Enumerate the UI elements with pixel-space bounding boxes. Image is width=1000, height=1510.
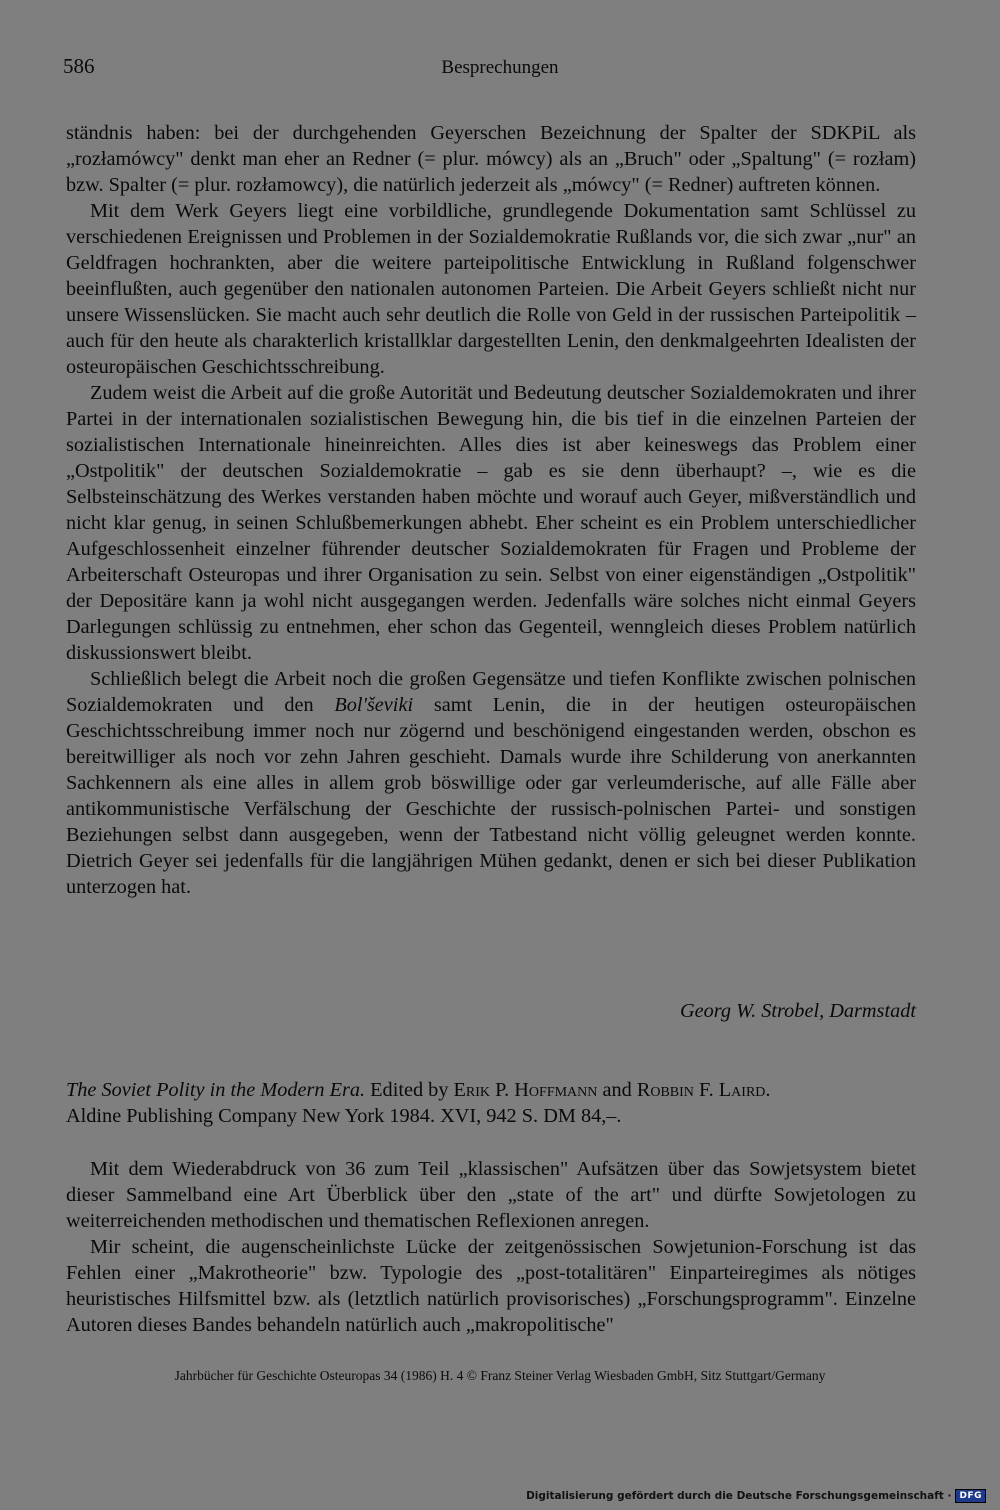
paragraph-text: Schließlich belegt die Arbeit noch die großen Gegensätze und tiefen Konflikte zwischen polnischen Sozialdemokraten und den	[66, 668, 916, 716]
paragraph: Mit dem Wiederabdruck von 36 zum Teil „klassischen" Aufsätzen über das Sowjetsystem bietet dieser Sammelband eine Art Überblick über den „state of the art" und dürfte Sowjetologen zu weiterreichenden methodischen und thematischen Reflexionen anregen.	[66, 1158, 916, 1232]
italic-term: Bol'ševiki	[334, 694, 414, 716]
dfg-logo-icon: DFG	[955, 1489, 986, 1503]
digitization-bar	[526, 1489, 986, 1503]
edited-by-text: Edited by	[365, 1079, 454, 1101]
paragraph: Zudem weist die Arbeit auf die große Autorität und Bedeutung deutscher Sozialdemokraten und ihrer Partei in der internationalen sozialistischen Bewegung hin, die bis tief in die einzelnen Parteien der sozialistischen Internationale hineinreichten. Alles dies ist aber keineswegs das Problem einer „Ostpolitik" der deutschen Sozialdemokratie – gab es sie denn überhaupt? –, wie es die Selbsteinschätzung des Werkes verstanden haben möchte und worauf auch Geyer, mißverständlich und nicht klar genug, in seinen Schlußbemerkungen abhebt. Eher scheint es ein Problem unterschiedlicher Aufgeschlossenheit einzelner führender deutscher Sozialdemokraten für Fragen und Probleme der Arbeiterschaft Osteuropas und ihrer Organisation zu sein. Selbst von einer eigenständigen „Ostpolitik" der Depositäre kann ja wohl nicht ausgegangen werden. Jedenfalls wäre solches nicht einmal Geyers Darlegungen schlüssig zu entnehmen, eher schon das Gegenteil, wenngleich dieses Problem natürlich diskussionswert bleibt.	[66, 382, 916, 664]
editor-name: Erik P. Hoffmann	[453, 1079, 598, 1101]
and-text: and	[597, 1079, 637, 1101]
editor-name: Robbin F. Laird.	[636, 1079, 771, 1101]
review-a-body	[66, 120, 916, 900]
paragraph	[66, 666, 916, 900]
reviewer-signature: Georg W. Strobel, Darmstadt	[679, 1000, 916, 1022]
paragraph: ständnis haben: bei der durchgehenden Geyerschen Bezeichnung der Spalter der SDKPiL als „rozłamówcy" denkt man eher an Redner (= plur. mówcy) als an „Bruch" oder „Spaltung" (= rozłam) bzw. Spalter (= plur. rozłamowcy), die natürlich jederzeit als „mówcy" (= Redner) auftreten können.	[66, 122, 916, 196]
paragraph-text: samt Lenin, die in der heutigen osteuropäischen Geschichtsschreibung immer noch nur zögernd und beschönigend eingestanden werden, obschon es bereitwilliger als noch vor zehn Jahren geschieht. Damals wurde ihre Schilderung von anerkannten Sachkennern als eine alles in allem grob böswillige oder gar verleumderische, auf alle Fälle aber antikommunistische Verfälschung der Geschichte der russisch-polnischen Partei- und sonstigen Beziehungen selbst dann ausgegeben, wenn der Tatbestand nicht völlig geleugnet werden konnte. Dietrich Geyer sei jedenfalls für die langjährigen Mühen gedankt, denen er sich bei dieser Publikation unterzogen hat.	[66, 694, 916, 898]
publication-info: Aldine Publishing Company New York 1984. XVI, 942 S. DM 84,–.	[66, 1105, 622, 1127]
paragraph: Mit dem Werk Geyers liegt eine vorbildliche, grundlegende Dokumentation samt Schlüssel zu verschiedenen Ereignissen und Problemen in der Sozialdemokratie Rußlands vor, die sich zwar „nur" an Geldfragen hochrankten, aber die weitere parteipolitische Entwicklung in Rußland folgenschwer beeinflußten, auch gegenüber den nationalen autonomen Parteien. Die Arbeit Geyers schließt nicht nur unsere Wissenslücken. Sie macht auch sehr deutlich die Rolle von Geld in der russischen Parteipolitik – auch für den heute als charakterlich kristallklar dargestellten Lenin, den denkmalgeehrten Idealisten der osteuropäischen Geschichtsschreibung.	[66, 200, 916, 378]
review-b-body	[66, 1156, 916, 1338]
journal-citation: Jahrbücher für Geschichte Osteuropas 34 (1986) H. 4 © Franz Steiner Verlag Wiesbaden GmbH, Sitz Stuttgart/Germany	[174, 1368, 826, 1383]
paragraph: Mir scheint, die augenscheinlichste Lücke der zeitgenössischen Sowjetunion-Forschung ist das Fehlen einer „Makrotheorie" bzw. Typologie des „post-totalitären" Einparteiregimes als nötiges heuristisches Hilfsmittel bzw. als (letztlich natürlich provisorisches) „Forschungsprogramm". Einzelne Autoren dieses Bandes behandeln natürlich auch „makropolitische"	[66, 1236, 916, 1336]
digitization-note: Digitalisierung gefördert durch die Deutsche Forschungsgemeinschaft ·	[526, 1490, 952, 1502]
page-number: 586	[63, 54, 95, 78]
running-head: Besprechungen	[441, 57, 559, 78]
book-title: The Soviet Polity in the Modern Era.	[66, 1079, 366, 1101]
review-b-bibliography	[66, 1077, 916, 1129]
